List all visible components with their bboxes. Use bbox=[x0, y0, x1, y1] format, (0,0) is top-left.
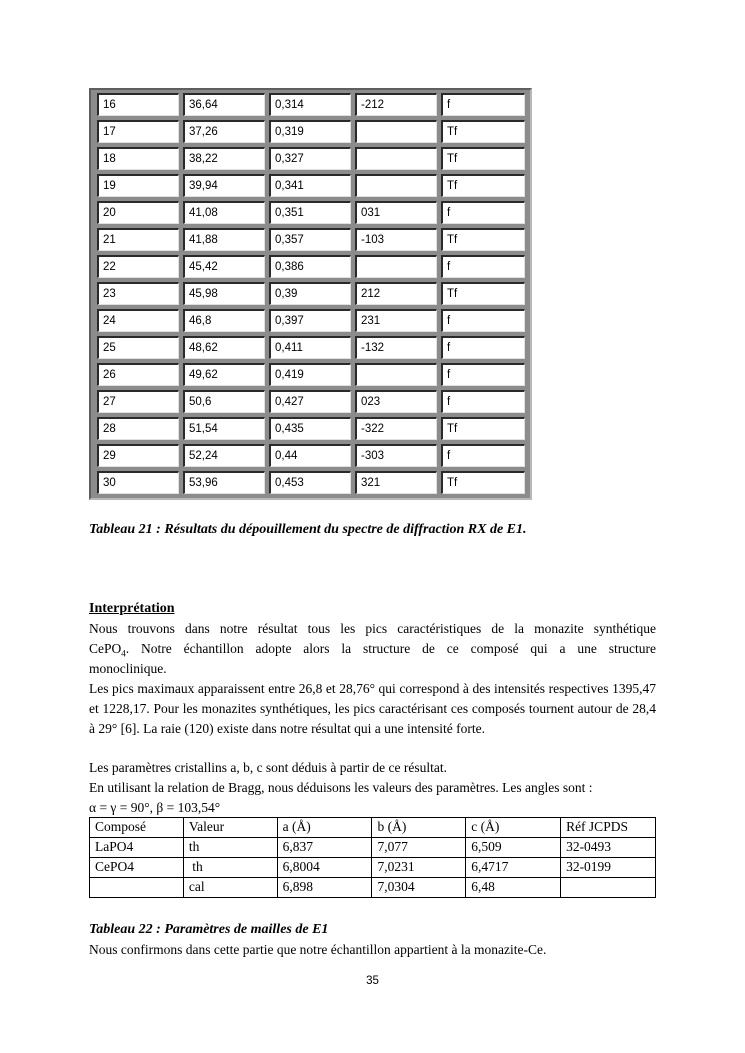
table-cell: 7,0304 bbox=[372, 878, 466, 898]
paragraph-4: En utilisant la relation de Bragg, nous déduisons les valeurs des paramètres. Les angles sont : bbox=[89, 780, 593, 795]
table-cell: 0,411 bbox=[269, 336, 351, 359]
table-cell: -103 bbox=[355, 228, 437, 251]
table-header-row bbox=[90, 818, 656, 838]
table-cell: Tf bbox=[441, 471, 525, 494]
table-cell: -212 bbox=[355, 93, 437, 116]
table-cell: 6,837 bbox=[277, 838, 372, 858]
table-cell: 51,54 bbox=[183, 417, 265, 440]
table-cell: 21 bbox=[97, 228, 179, 251]
table-cell bbox=[355, 120, 437, 143]
table-cell: 25 bbox=[97, 336, 179, 359]
table-cell: 6,509 bbox=[466, 838, 561, 858]
paragraph-3: Les paramètres cristallins a, b, c sont déduis à partir de ce résultat. bbox=[89, 760, 447, 775]
table-cell: 45,98 bbox=[183, 282, 265, 305]
table-cell: 19 bbox=[97, 174, 179, 197]
table-cell: 52,24 bbox=[183, 444, 265, 467]
table-cell: 0,419 bbox=[269, 363, 351, 386]
table-row bbox=[91, 309, 530, 336]
table-row bbox=[91, 201, 530, 228]
table-cell: 36,64 bbox=[183, 93, 265, 116]
lattice-parameters-table bbox=[89, 817, 656, 898]
header-cell: c (Å) bbox=[466, 818, 561, 838]
paragraph-1-line-1: Nous trouvons dans notre résultat tous les pics caractéristiques de la monazite synthétique bbox=[89, 621, 656, 636]
header-cell: Valeur bbox=[183, 818, 277, 838]
table-cell: Tf bbox=[441, 417, 525, 440]
table-cell: 41,88 bbox=[183, 228, 265, 251]
table-cell: -303 bbox=[355, 444, 437, 467]
table-cell: 0,327 bbox=[269, 147, 351, 170]
table-row bbox=[91, 228, 530, 255]
table-cell: Tf bbox=[441, 147, 525, 170]
table-cell: 231 bbox=[355, 309, 437, 332]
table-row bbox=[91, 255, 530, 282]
table-cell: 48,62 bbox=[183, 336, 265, 359]
table-cell: Tf bbox=[441, 120, 525, 143]
table-cell bbox=[355, 255, 437, 278]
table-cell: 30 bbox=[97, 471, 179, 494]
table-cell: 031 bbox=[355, 201, 437, 224]
table-cell: LaPO4 bbox=[90, 838, 184, 858]
table-cell: 26 bbox=[97, 363, 179, 386]
table-row bbox=[91, 120, 530, 147]
table-cell: CePO4 bbox=[90, 858, 184, 878]
table-cell: 53,96 bbox=[183, 471, 265, 494]
table-cell: 45,42 bbox=[183, 255, 265, 278]
table-cell: 0,357 bbox=[269, 228, 351, 251]
table-cell: f bbox=[441, 444, 525, 467]
table-cell: 28 bbox=[97, 417, 179, 440]
table-row bbox=[91, 363, 530, 390]
table-row bbox=[91, 471, 530, 498]
table-cell: 41,08 bbox=[183, 201, 265, 224]
table-21-caption: Tableau 21 : Résultats du dépouillement du spectre de diffraction RX de E1. bbox=[89, 522, 527, 537]
table-cell: Tf bbox=[441, 228, 525, 251]
table-cell: 20 bbox=[97, 201, 179, 224]
paragraph-1-line-2: CePO$_4$. Notre échantillon adopte alors la structure de ce composé qui a une structure bbox=[89, 641, 656, 659]
table-cell: 6,8004 bbox=[277, 858, 372, 878]
table-cell: f bbox=[441, 201, 525, 224]
diffraction-results-table bbox=[89, 88, 532, 500]
table-cell: 0,386 bbox=[269, 255, 351, 278]
table-cell: 32-0199 bbox=[561, 858, 656, 878]
table-cell: 7,077 bbox=[372, 838, 466, 858]
table-cell: f bbox=[441, 336, 525, 359]
table-cell bbox=[561, 878, 656, 898]
table-cell bbox=[355, 174, 437, 197]
table-cell: 27 bbox=[97, 390, 179, 413]
table-cell: f bbox=[441, 390, 525, 413]
table-cell: th bbox=[183, 858, 277, 878]
table-cell: 321 bbox=[355, 471, 437, 494]
table-row bbox=[90, 858, 656, 878]
header-cell: Réf JCPDS bbox=[561, 818, 656, 838]
table-cell: 0,397 bbox=[269, 309, 351, 332]
table-cell: 18 bbox=[97, 147, 179, 170]
table-row bbox=[91, 336, 530, 363]
table-cell: 16 bbox=[97, 93, 179, 116]
table-cell: 50,6 bbox=[183, 390, 265, 413]
table-cell: 023 bbox=[355, 390, 437, 413]
conclusion-line: Nous confirmons dans cette partie que notre échantillon appartient à la monazite-Ce. bbox=[89, 942, 547, 957]
table-row bbox=[91, 390, 530, 417]
table-cell: 0,319 bbox=[269, 120, 351, 143]
table-22-caption: Tableau 22 : Paramètres de mailles de E1 bbox=[89, 922, 329, 937]
table-cell: f bbox=[441, 93, 525, 116]
table-cell bbox=[355, 363, 437, 386]
table-cell: 24 bbox=[97, 309, 179, 332]
table-cell: 17 bbox=[97, 120, 179, 143]
table-row bbox=[91, 282, 530, 309]
table-cell bbox=[355, 147, 437, 170]
table-cell: 6,48 bbox=[466, 878, 561, 898]
table-cell: -132 bbox=[355, 336, 437, 359]
angles-line: α = γ = 90°, β = 103,54° bbox=[89, 800, 221, 815]
table-cell: 6,4717 bbox=[466, 858, 561, 878]
table-cell: 0,453 bbox=[269, 471, 351, 494]
table-cell: -322 bbox=[355, 417, 437, 440]
table-row bbox=[91, 174, 530, 201]
table-cell: 49,62 bbox=[183, 363, 265, 386]
table-cell: f bbox=[441, 309, 525, 332]
table-cell: 0,314 bbox=[269, 93, 351, 116]
table-cell: 32-0493 bbox=[561, 838, 656, 858]
table-cell: Tf bbox=[441, 282, 525, 305]
table-cell: 0,341 bbox=[269, 174, 351, 197]
table-cell: 0,351 bbox=[269, 201, 351, 224]
table-cell: 0,44 bbox=[269, 444, 351, 467]
table-cell: 37,26 bbox=[183, 120, 265, 143]
table-row bbox=[91, 444, 530, 471]
header-cell: Composé bbox=[90, 818, 184, 838]
table-cell: cal bbox=[183, 878, 277, 898]
header-cell: b (Å) bbox=[372, 818, 466, 838]
table-cell: f bbox=[441, 255, 525, 278]
table-cell: Tf bbox=[441, 174, 525, 197]
table-row bbox=[91, 147, 530, 174]
table-row bbox=[90, 878, 656, 898]
table-cell: 22 bbox=[97, 255, 179, 278]
table-cell: 29 bbox=[97, 444, 179, 467]
table-cell: 39,94 bbox=[183, 174, 265, 197]
table-cell: 212 bbox=[355, 282, 437, 305]
table-cell: f bbox=[441, 363, 525, 386]
paragraph-1-line-3: monoclinique. bbox=[89, 661, 167, 676]
header-cell: a (Å) bbox=[277, 818, 372, 838]
table-cell bbox=[90, 878, 184, 898]
table-cell: 46,8 bbox=[183, 309, 265, 332]
table-cell: 6,898 bbox=[277, 878, 372, 898]
table-cell: 7,0231 bbox=[372, 858, 466, 878]
page-number: 35 bbox=[366, 975, 379, 987]
table-row bbox=[91, 93, 530, 120]
table-row bbox=[91, 417, 530, 444]
table-cell: 0,39 bbox=[269, 282, 351, 305]
section-title-interpretation: Interprétation bbox=[89, 601, 175, 616]
table-cell: 23 bbox=[97, 282, 179, 305]
paragraph-2: Les pics maximaux apparaissent entre 26,8 et 28,76° qui correspond à des intensités respectives 1395,47 et 1228,17. Pour les monazites synthétiques, les pics caractérisant ces composés tournent autour de 28,4 à 29° [6]. La raie (120) existe dans notre résultat qui a une intensité forte. bbox=[89, 681, 656, 736]
table-cell: 0,435 bbox=[269, 417, 351, 440]
table-cell: th bbox=[183, 838, 277, 858]
table-cell: 38,22 bbox=[183, 147, 265, 170]
table-row bbox=[90, 838, 656, 858]
table-cell: 0,427 bbox=[269, 390, 351, 413]
